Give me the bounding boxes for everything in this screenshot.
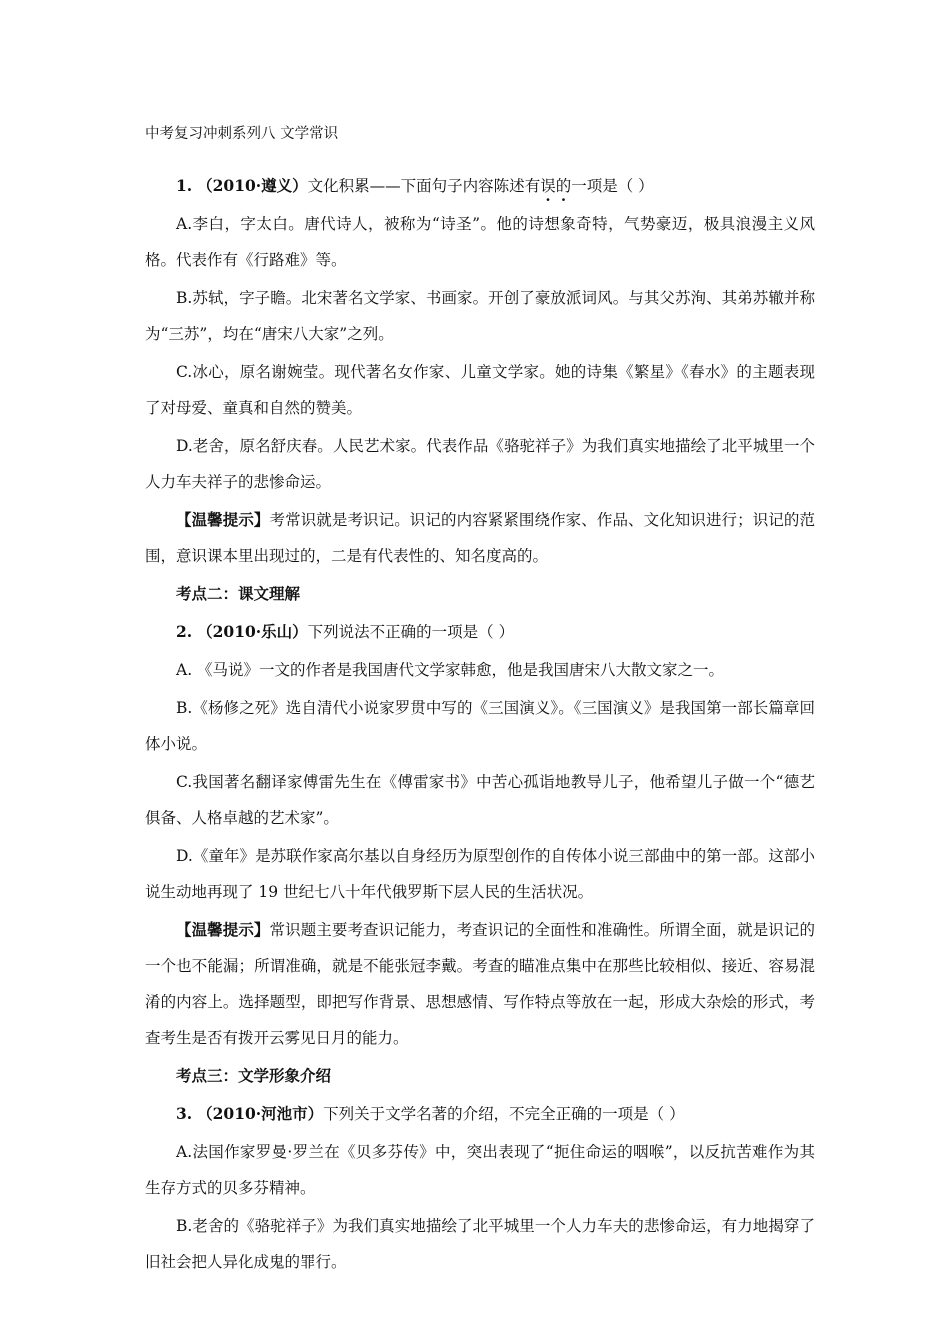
tip-text: 常识题主要考查识记能力，考查识记的全面性和准确性。所谓全面，就是识记的一个也不能漏；所谓准确，就是不能张冠李戴。考查的瞄准点集中在那些比较相似、接近、容易混淆的内容上。选择题型，即把写作背景、思想感情、写作特点等放在一起，形成大杂烩的形式，考查考生是否有拨开云雾见日月的能力。 <box>145 921 815 1047</box>
question-2-tip <box>145 912 815 1056</box>
question-1-option-c: C.冰心，原名谢婉莹。现代著名女作家、儿童文学家。她的诗集《繁星》《春水》的主题表现了对母爱、童真和自然的赞美。 <box>145 363 815 417</box>
question-1-option-d: D.老舍，原名舒庆春。人民艺术家。代表作品《骆驼祥子》为我们真实地描绘了北平城里一个人力车夫祥子的悲惨命运。 <box>145 437 815 491</box>
question-1-option-b: B.苏轼，字子瞻。北宋著名文学家、书画家。开创了豪放派词风。与其父苏洵、其弟苏辙并称为“三苏”，均在“唐宋八大家”之列。 <box>145 289 815 343</box>
question-stem-text: 下列说法不正确的一项是（ ） <box>307 623 515 641</box>
question-stem-text: 下列关于文学名著的介绍，不完全正确的一项是（ ） <box>323 1105 685 1123</box>
emphasis-mark: 有 <box>524 177 541 195</box>
question-2-option-c: C.我国著名翻译家傅雷先生在《傅雷家书》中苦心孤诣地教导儿子，他希望儿子做一个“德艺俱备、人格卓越的艺术家”。 <box>145 773 815 827</box>
question-3-option-a: A.法国作家罗曼·罗兰在《贝多芬传》中，突出表现了“扼住命运的咽喉”，以反抗苦难作为其生存方式的贝多芬精神。 <box>145 1143 815 1197</box>
question-3-stem <box>145 1096 815 1132</box>
question-number: 2. <box>176 622 193 641</box>
question-source: （2010·遵义） <box>197 176 308 195</box>
question-2-stem <box>145 614 815 650</box>
question-2-option-a: A. 《马说》一文的作者是我国唐代文学家韩愈，他是我国唐宋八大散文家之一。 <box>176 661 725 679</box>
page-header: 中考复习冲刺系列八 文学常识 <box>145 126 339 142</box>
question-2-option-d: D.《童年》是苏联作家高尔基以自身经历为原型创作的自传体小说三部曲中的第一部。这部小说生动地再现了 19 世纪七八十年代俄罗斯下层人民的生活状况。 <box>145 847 815 901</box>
question-2-option-b: B.《杨修之死》选自清代小说家罗贯中写的《三国演义》。《三国演义》是我国第一部长篇章回体小说。 <box>145 699 815 753</box>
question-1-tip <box>145 502 815 574</box>
tip-label: 【温馨提示】 <box>176 920 270 939</box>
question-source: （2010·河池市） <box>197 1104 324 1123</box>
tip-label: 【温馨提示】 <box>176 510 270 529</box>
question-stem-text: 文化积累——下面句子内容陈述 <box>307 177 525 195</box>
question-stem-tail: 的一项是（ ） <box>555 177 654 195</box>
emphasis-mark: 误 <box>540 177 556 195</box>
question-1-stem <box>145 168 815 204</box>
question-source: （2010·乐山） <box>197 622 308 641</box>
question-number: 1. <box>176 176 193 195</box>
section-2-title: 考点二：课文理解 <box>176 584 301 603</box>
document-body <box>145 168 815 1280</box>
question-1-option-a: A.李白，字太白。唐代诗人，被称为“诗圣”。他的诗想象奇特，气势豪迈，极具浪漫主义风格。代表作有《行路难》等。 <box>145 215 815 269</box>
section-3-title: 考点三：文学形象介绍 <box>176 1066 332 1085</box>
tip-text: 考常识就是考识记。识记的内容紧紧围绕作家、作品、文化知识进行；识记的范围，意识课本里出现过的，二是有代表性的、知名度高的。 <box>145 511 815 565</box>
question-3-option-b: B.老舍的《骆驼祥子》为我们真实地描绘了北平城里一个人力车夫的悲惨命运，有力地揭穿了旧社会把人异化成鬼的罪行。 <box>145 1217 815 1271</box>
question-number: 3. <box>176 1104 193 1123</box>
